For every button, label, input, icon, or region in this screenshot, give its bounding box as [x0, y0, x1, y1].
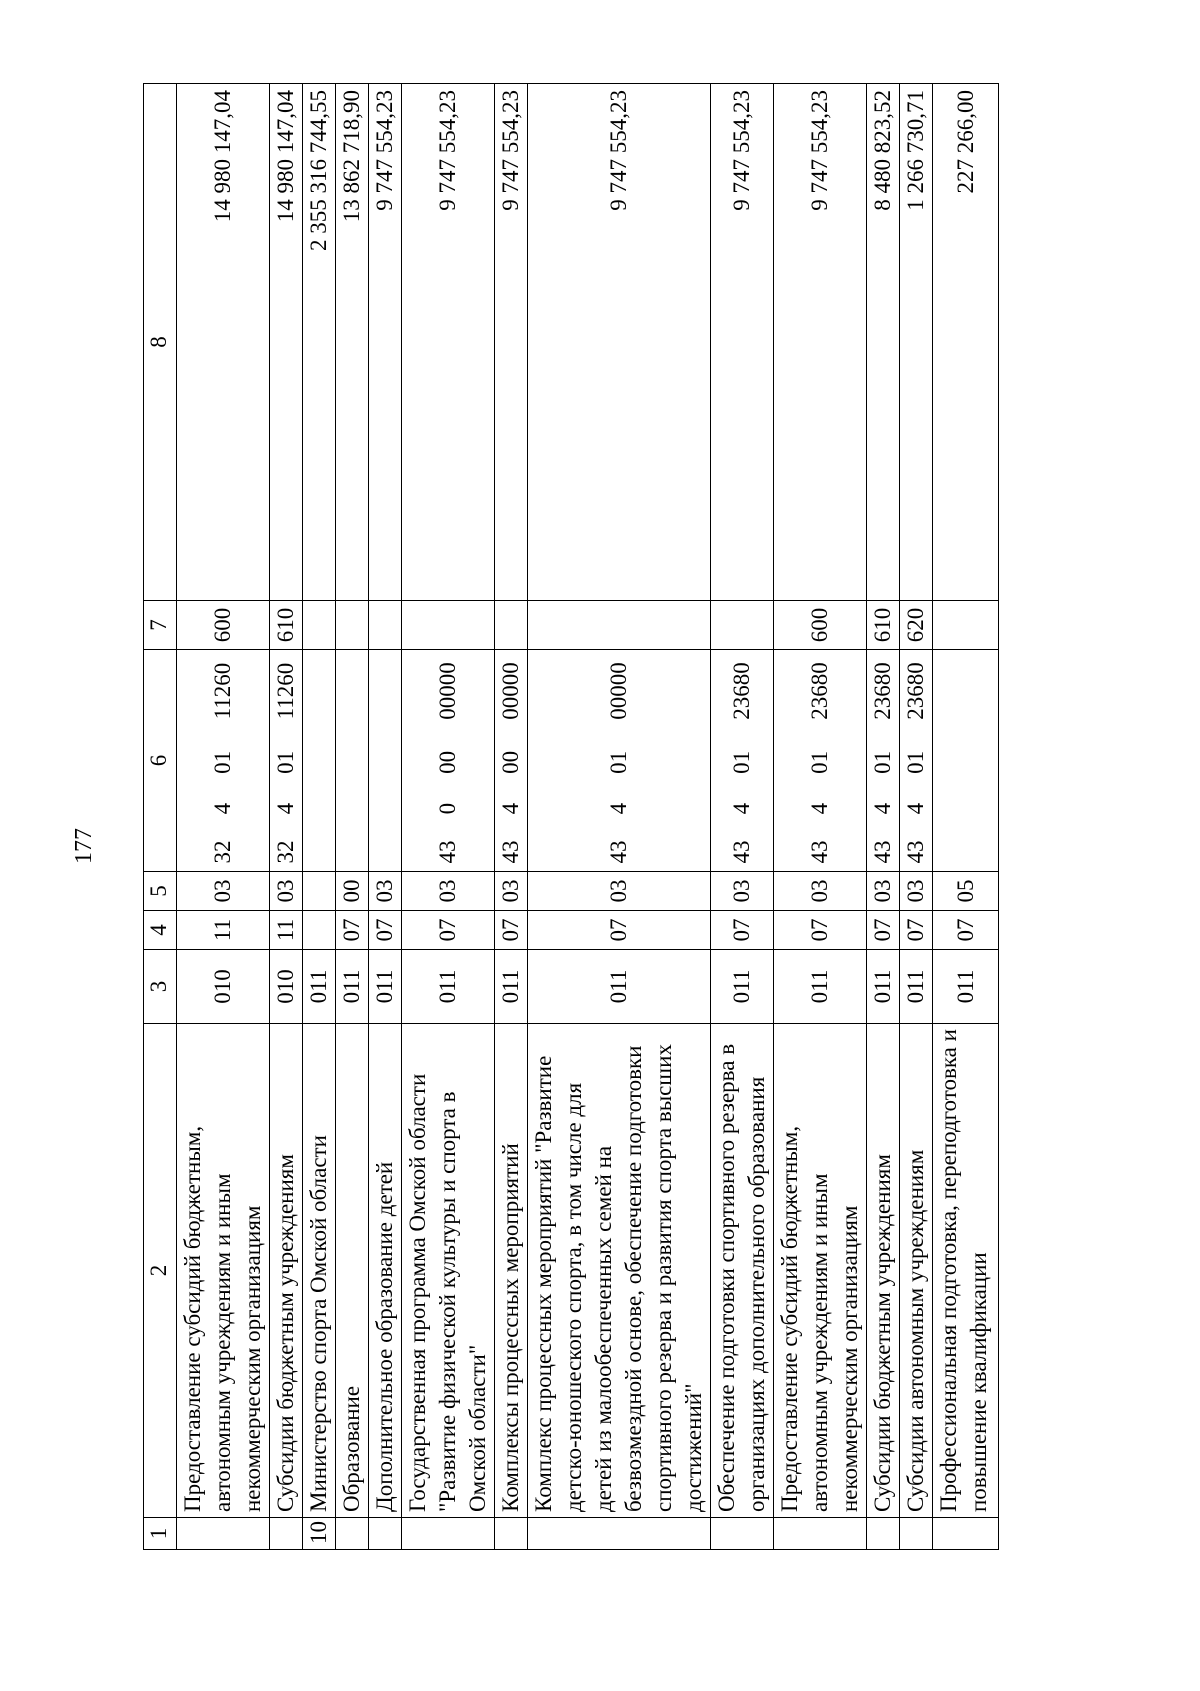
code-gr-cell: 011 — [402, 950, 495, 1024]
header-col-5: 5 — [144, 872, 177, 911]
target-article-code — [805, 654, 835, 867]
target-article-direction: 00000 — [435, 662, 460, 720]
subsection-cell: 03 — [900, 872, 933, 911]
section-cell: 11 — [177, 911, 270, 950]
expense-type-cell — [336, 601, 369, 650]
amount-cell: 13 862 718,90 — [336, 84, 369, 601]
target-article-cell — [402, 650, 495, 872]
row-number-cell — [528, 1518, 711, 1550]
target-article-code — [868, 654, 898, 867]
row-name-cell: Субсидии автономным учреждениям — [900, 1024, 933, 1518]
target-article-event: 01 — [729, 750, 754, 774]
target-article-subprogram: 4 — [498, 802, 523, 815]
row-number-cell — [336, 1518, 369, 1550]
table-row — [528, 84, 711, 1550]
target-article-subprogram: 4 — [729, 802, 754, 815]
target-article-code — [496, 654, 526, 867]
target-article-cell — [495, 650, 528, 872]
target-article-direction: 23680 — [870, 662, 895, 720]
table-row — [711, 84, 774, 1550]
row-name-cell: Комплексы процессных мероприятий — [495, 1024, 528, 1518]
code-gr-cell: 011 — [711, 950, 774, 1024]
row-name-cell: Государственная программа Омской области "Развитие физической культуры и спорта в Омской области" — [402, 1024, 495, 1518]
header-col-2: 2 — [144, 1024, 177, 1518]
section-cell: 07 — [402, 911, 495, 950]
row-name-cell: Образование — [336, 1024, 369, 1518]
target-article-cell — [270, 650, 303, 872]
expense-type-cell — [402, 601, 495, 650]
code-gr-cell: 011 — [528, 950, 711, 1024]
amount-cell: 9 747 554,23 — [711, 84, 774, 601]
target-article-cell — [528, 650, 711, 872]
table-row — [270, 84, 303, 1550]
target-article-direction: 11260 — [210, 662, 235, 720]
table-header-row — [144, 84, 177, 1550]
target-article-cell — [774, 650, 867, 872]
target-article-code — [901, 654, 931, 867]
section-cell: 07 — [711, 911, 774, 950]
subsection-cell: 00 — [336, 872, 369, 911]
row-name-cell: Предоставление субсидий бюджетным, автономным учреждениям и иным некоммерческим организациям — [774, 1024, 867, 1518]
row-name-cell: Дополнительное образование детей — [369, 1024, 402, 1518]
amount-cell: 9 747 554,23 — [774, 84, 867, 601]
budget-table-container — [143, 84, 1067, 1550]
target-article-subprogram: 4 — [210, 802, 235, 815]
target-article-subprogram: 4 — [273, 802, 298, 815]
subsection-cell: 03 — [270, 872, 303, 911]
target-article-direction: 00000 — [606, 662, 631, 720]
section-cell — [303, 911, 336, 950]
expense-type-cell: 600 — [774, 601, 867, 650]
table-row — [495, 84, 528, 1550]
header-col-7: 7 — [144, 601, 177, 650]
target-article-event: 00 — [435, 750, 460, 774]
target-article-subprogram: 4 — [870, 802, 895, 815]
target-article-program: 43 — [606, 840, 631, 864]
row-name-cell: Обеспечение подготовки спортивного резерва в организациях дополнительного образования — [711, 1024, 774, 1518]
code-gr-cell: 011 — [900, 950, 933, 1024]
amount-cell: 2 355 316 744,55 — [303, 84, 336, 601]
subsection-cell: 05 — [933, 872, 999, 911]
budget-table — [143, 83, 999, 1550]
row-number-cell — [867, 1518, 900, 1550]
header-col-4: 4 — [144, 911, 177, 950]
expense-type-cell — [495, 601, 528, 650]
target-article-program: 43 — [435, 840, 460, 864]
subsection-cell: 03 — [402, 872, 495, 911]
target-article-direction: 23680 — [729, 662, 754, 720]
target-article-event: 01 — [807, 750, 832, 774]
table-row — [402, 84, 495, 1550]
expense-type-cell: 600 — [177, 601, 270, 650]
table-row — [336, 84, 369, 1550]
subsection-cell — [303, 872, 336, 911]
row-name-cell: Субсидии бюджетным учреждениям — [867, 1024, 900, 1518]
target-article-cell — [867, 650, 900, 872]
target-article-code — [271, 654, 301, 867]
row-number-cell — [711, 1518, 774, 1550]
section-cell: 07 — [933, 911, 999, 950]
table-row — [900, 84, 933, 1550]
code-gr-cell: 011 — [495, 950, 528, 1024]
section-cell: 07 — [495, 911, 528, 950]
amount-cell: 1 266 730,71 — [900, 84, 933, 601]
target-article-event: 01 — [210, 750, 235, 774]
target-article-cell — [177, 650, 270, 872]
expense-type-cell — [933, 601, 999, 650]
code-gr-cell: 011 — [303, 950, 336, 1024]
section-cell: 07 — [336, 911, 369, 950]
expense-type-cell: 610 — [270, 601, 303, 650]
amount-cell: 8 480 823,52 — [867, 84, 900, 601]
subsection-cell: 03 — [867, 872, 900, 911]
target-article-program: 32 — [273, 840, 298, 864]
amount-cell: 14 980 147,04 — [270, 84, 303, 601]
expense-type-cell: 620 — [900, 601, 933, 650]
section-cell: 11 — [270, 911, 303, 950]
target-article-cell — [369, 650, 402, 872]
target-article-subprogram: 4 — [903, 802, 928, 815]
target-article-code — [208, 654, 238, 867]
expense-type-cell — [711, 601, 774, 650]
amount-cell: 9 747 554,23 — [495, 84, 528, 601]
row-number-cell — [900, 1518, 933, 1550]
expense-type-cell — [528, 601, 711, 650]
row-name-cell: Профессиональная подготовка, переподготовка и повышение квалификации — [933, 1024, 999, 1518]
amount-cell: 9 747 554,23 — [402, 84, 495, 601]
table-row — [867, 84, 900, 1550]
subsection-cell: 03 — [177, 872, 270, 911]
page-number: 177 — [71, 828, 97, 864]
target-article-event: 01 — [903, 750, 928, 774]
row-number-cell — [402, 1518, 495, 1550]
code-gr-cell: 010 — [177, 950, 270, 1024]
subsection-cell: 03 — [711, 872, 774, 911]
expense-type-cell — [369, 601, 402, 650]
target-article-program: 43 — [729, 840, 754, 864]
header-col-6: 6 — [144, 650, 177, 872]
row-number-cell — [369, 1518, 402, 1550]
section-cell: 07 — [900, 911, 933, 950]
target-article-event: 00 — [498, 750, 523, 774]
code-gr-cell: 010 — [270, 950, 303, 1024]
row-name-cell: Предоставление субсидий бюджетным, автономным учреждениям и иным некоммерческим организациям — [177, 1024, 270, 1518]
section-cell: 07 — [774, 911, 867, 950]
row-name-cell: Министерство спорта Омской области — [303, 1024, 336, 1518]
row-number-cell — [495, 1518, 528, 1550]
target-article-program: 43 — [807, 840, 832, 864]
target-article-direction: 23680 — [903, 662, 928, 720]
subsection-cell: 03 — [774, 872, 867, 911]
table-row — [369, 84, 402, 1550]
target-article-code — [604, 654, 634, 867]
table-row — [774, 84, 867, 1550]
target-article-event: 01 — [870, 750, 895, 774]
target-article-direction: 23680 — [807, 662, 832, 720]
header-col-3: 3 — [144, 950, 177, 1024]
amount-cell: 14 980 147,04 — [177, 84, 270, 601]
amount-cell: 9 747 554,23 — [528, 84, 711, 601]
target-article-subprogram: 4 — [807, 802, 832, 815]
target-article-program: 43 — [870, 840, 895, 864]
code-gr-cell: 011 — [774, 950, 867, 1024]
code-gr-cell: 011 — [336, 950, 369, 1024]
expense-type-cell: 610 — [867, 601, 900, 650]
table-row — [177, 84, 270, 1550]
target-article-event: 01 — [606, 750, 631, 774]
target-article-cell — [933, 650, 999, 872]
section-cell: 07 — [867, 911, 900, 950]
subsection-cell: 03 — [495, 872, 528, 911]
header-col-8: 8 — [144, 84, 177, 601]
target-article-code — [433, 654, 463, 867]
section-cell: 07 — [369, 911, 402, 950]
target-article-code — [727, 654, 757, 867]
target-article-program: 43 — [903, 840, 928, 864]
code-gr-cell: 011 — [867, 950, 900, 1024]
code-gr-cell: 011 — [933, 950, 999, 1024]
table-row — [933, 84, 999, 1550]
row-name-cell: Комплекс процессных мероприятий "Развитие детско-юношеского спорта, в том числе для детей из малообеспеченных семей на безвозмездной основе, обеспечение подготовки спортивного резерва и развития спорта высших достижений" — [528, 1024, 711, 1518]
target-article-event: 01 — [273, 750, 298, 774]
row-number-cell — [774, 1518, 867, 1550]
amount-cell: 227 266,00 — [933, 84, 999, 601]
table-row — [303, 84, 336, 1550]
target-article-cell — [303, 650, 336, 872]
row-number-cell — [270, 1518, 303, 1550]
header-col-1: 1 — [144, 1518, 177, 1550]
target-article-program: 32 — [210, 840, 235, 864]
target-article-cell — [711, 650, 774, 872]
target-article-cell — [336, 650, 369, 872]
target-article-cell — [900, 650, 933, 872]
row-name-cell: Субсидии бюджетным учреждениям — [270, 1024, 303, 1518]
target-article-subprogram: 0 — [435, 802, 460, 815]
subsection-cell: 03 — [369, 872, 402, 911]
code-gr-cell: 011 — [369, 950, 402, 1024]
expense-type-cell — [303, 601, 336, 650]
target-article-program: 43 — [498, 840, 523, 864]
target-article-direction: 11260 — [273, 662, 298, 720]
row-number-cell — [933, 1518, 999, 1550]
target-article-direction: 00000 — [498, 662, 523, 720]
row-number-cell — [177, 1518, 270, 1550]
target-article-subprogram: 4 — [606, 802, 631, 815]
subsection-cell: 03 — [528, 872, 711, 911]
section-cell: 07 — [528, 911, 711, 950]
row-number-cell: 10 — [303, 1518, 336, 1550]
amount-cell: 9 747 554,23 — [369, 84, 402, 601]
